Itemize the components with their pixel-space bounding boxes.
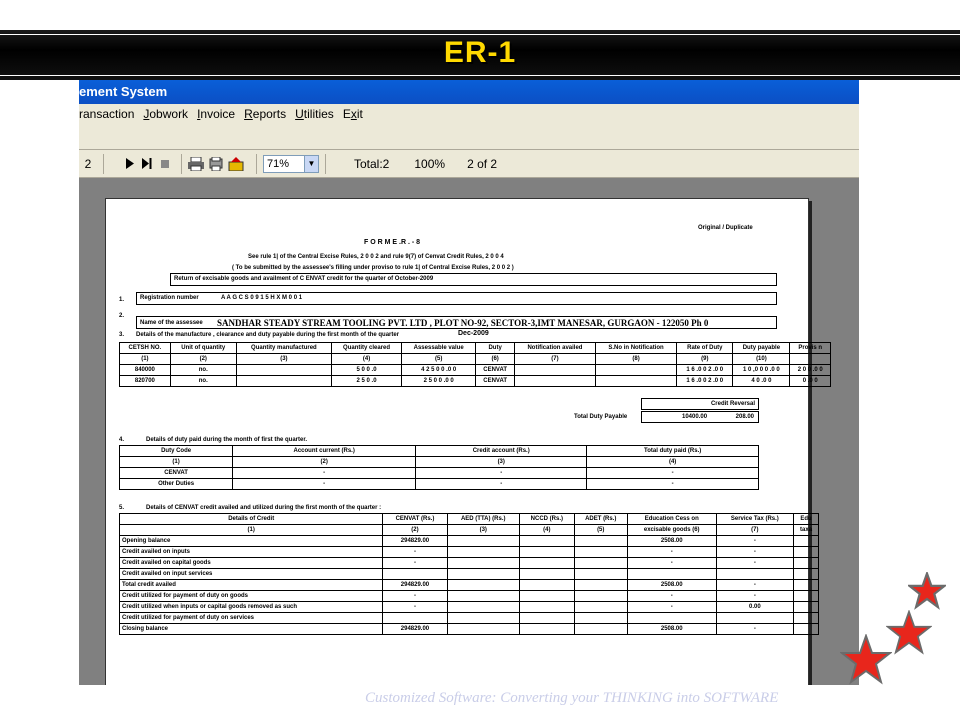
- total-duty-value: 10400.00: [682, 414, 708, 420]
- table-row: [120, 365, 831, 376]
- table-cell: 5 0 0 .0: [332, 365, 402, 376]
- table-cell: -: [233, 479, 416, 490]
- table-cell: [794, 613, 819, 624]
- table-cell: [574, 613, 627, 624]
- table-cell: 1 6 .0 0 2 .0 0: [677, 376, 733, 387]
- star-icon: [840, 634, 892, 686]
- menu-invoice[interactable]: Invoice: [197, 107, 236, 121]
- table-cell: [794, 591, 819, 602]
- table-cell: -: [383, 558, 447, 569]
- table-cell: -: [627, 558, 716, 569]
- table-cell: [520, 580, 575, 591]
- table-cell: [574, 547, 627, 558]
- separator: [181, 154, 182, 174]
- table-cell: [794, 624, 819, 635]
- table-cell: Total duty paid (Rs.): [587, 446, 759, 457]
- table-cell: 2508.00: [627, 580, 716, 591]
- table-cell: (8): [595, 354, 676, 365]
- table-row: [120, 613, 819, 624]
- table-cell: (1): [120, 354, 171, 365]
- table-cell: 294829.00: [383, 536, 447, 547]
- window-titlebar: [79, 80, 859, 104]
- separator: [325, 154, 326, 174]
- table-cell: [716, 569, 793, 580]
- table-row: [120, 602, 819, 613]
- table-cell: [574, 602, 627, 613]
- table-cell: [790, 354, 831, 365]
- table-cell: [627, 569, 716, 580]
- cenvat-credit-table: [119, 513, 819, 635]
- table-row: [120, 624, 819, 635]
- table-cell: Details of Credit: [120, 514, 383, 525]
- table-cell: 2 5 0 0 .0 0: [402, 376, 476, 387]
- table-cell: 2508.00: [627, 624, 716, 635]
- app-window: [79, 80, 859, 685]
- table-cell: Credit utilized for payment of duty on services: [120, 613, 383, 624]
- page-number-field[interactable]: 2: [84, 156, 92, 171]
- table-cell: -: [383, 547, 447, 558]
- table-cell: excisable goods (6): [627, 525, 716, 536]
- section-5-heading: Details of CENVAT credit availed and utilized during the first month of the quarter :: [146, 505, 382, 511]
- table-cell: Credit availed on input services: [120, 569, 383, 580]
- table-cell: Credit availed on inputs: [120, 547, 383, 558]
- table-cell: (2): [233, 457, 416, 468]
- credit-reversal-box: Credit Reversal: [641, 398, 759, 410]
- star-icon: [908, 572, 946, 610]
- table-cell: 2 0 0 .0 0: [790, 365, 831, 376]
- table-cell: (6): [476, 354, 515, 365]
- table-cell: Other Duties: [120, 479, 233, 490]
- total-label: Total:2: [354, 156, 390, 171]
- footer-tagline: Customized Software: Converting your THINKING into SOFTWARE: [365, 690, 779, 706]
- table-cell: Unit of quantity: [170, 343, 236, 354]
- menu-transaction[interactable]: ransaction: [79, 107, 135, 121]
- table-cell: (7): [716, 525, 793, 536]
- table-cell: [794, 558, 819, 569]
- table-cell: (4): [332, 354, 402, 365]
- table-cell: [447, 536, 520, 547]
- next-page-icon[interactable]: [126, 158, 135, 169]
- table-cell: -: [716, 624, 793, 635]
- table-cell: 0 .0 0: [790, 376, 831, 387]
- table-cell: Credit availed on capital goods: [120, 558, 383, 569]
- table-cell: [520, 591, 575, 602]
- table-cell: 1 0 ,0 0 0 .0 0: [733, 365, 790, 376]
- table-cell: (1): [120, 457, 233, 468]
- table-cell: [515, 376, 596, 387]
- table-cell: ADET (Rs.): [574, 514, 627, 525]
- table-cell: -: [416, 479, 587, 490]
- printer-setup-icon[interactable]: [208, 157, 224, 171]
- table-row: [120, 536, 819, 547]
- menu-utilities[interactable]: Utilities: [295, 107, 334, 121]
- table-cell: [595, 376, 676, 387]
- table-row: [120, 468, 759, 479]
- table-cell: [447, 547, 520, 558]
- table-cell: CENVAT: [120, 468, 233, 479]
- original-duplicate: Original / Duplicate: [698, 225, 753, 231]
- table-cell: (2): [383, 525, 447, 536]
- table-cell: [515, 365, 596, 376]
- table-number-row: [120, 354, 831, 365]
- menu-bar: [79, 104, 859, 126]
- last-page-icon[interactable]: [142, 158, 152, 169]
- total-duty-box: [641, 411, 759, 423]
- separator: [103, 154, 104, 174]
- table-cell: -: [383, 591, 447, 602]
- table-cell: Credit utilized when inputs or capital goods removed as such: [120, 602, 383, 613]
- print-icon[interactable]: [188, 157, 204, 171]
- table-cell: Total credit availed: [120, 580, 383, 591]
- table-cell: (7): [515, 354, 596, 365]
- section-number: 2.: [119, 313, 125, 319]
- table-cell: [520, 613, 575, 624]
- registration-box: [136, 292, 777, 305]
- table-cell: -: [587, 468, 759, 479]
- table-cell: (4): [587, 457, 759, 468]
- table-cell: (4): [520, 525, 575, 536]
- table-cell: -: [716, 558, 793, 569]
- table-cell: 4 0 .0 0: [733, 376, 790, 387]
- table-cell: 820700: [120, 376, 171, 387]
- table-cell: [574, 569, 627, 580]
- table-cell: S.No in Notification: [595, 343, 676, 354]
- stop-icon[interactable]: [161, 160, 169, 168]
- table-cell: CENVAT: [476, 376, 515, 387]
- table-cell: [383, 569, 447, 580]
- table-cell: (2): [170, 354, 236, 365]
- table-cell: [447, 591, 520, 602]
- table-cell: (5): [402, 354, 476, 365]
- table-cell: Notification availed: [515, 343, 596, 354]
- table-cell: [716, 613, 793, 624]
- table-cell: [794, 536, 819, 547]
- table-cell: Edu: [794, 514, 819, 525]
- table-cell: [794, 602, 819, 613]
- table-cell: 0.00: [716, 602, 793, 613]
- table-cell: -: [716, 591, 793, 602]
- table-row: [120, 376, 831, 387]
- table-header-row: [120, 343, 831, 354]
- table-cell: -: [416, 468, 587, 479]
- table-cell: [574, 536, 627, 547]
- table-cell: Credit account (Rs.): [416, 446, 587, 457]
- table-row: [120, 580, 819, 591]
- table-cell: -: [627, 547, 716, 558]
- table-row: [120, 569, 819, 580]
- section-3-heading: Details of the manufacture , clearance and duty payable during the first month of the quarter: [136, 332, 400, 338]
- table-cell: -: [627, 602, 716, 613]
- section-number: 4.: [119, 437, 125, 443]
- table-cell: [520, 624, 575, 635]
- table-cell: 4 2 5 0 0 .0 0: [402, 365, 476, 376]
- table-cell: Assessable value: [402, 343, 476, 354]
- table-cell: CENVAT: [476, 365, 515, 376]
- table-cell: (10): [733, 354, 790, 365]
- table-cell: 840000: [120, 365, 171, 376]
- table-cell: [447, 613, 520, 624]
- table-cell: Service Tax (Rs.): [716, 514, 793, 525]
- table-cell: Duty Code: [120, 446, 233, 457]
- toolbar-spacer: [79, 126, 859, 150]
- table-cell: [383, 613, 447, 624]
- table-cell: taxa: [794, 525, 819, 536]
- slide-title: ER-1: [443, 36, 517, 69]
- table-cell: [520, 536, 575, 547]
- menu-exit[interactable]: Exit: [342, 107, 363, 121]
- registration-number: A A G C S 0 9 1 5 H X M 0 0 1: [221, 295, 303, 301]
- percent-label: 100%: [414, 156, 446, 171]
- rule-line-1: See rule 1| of the Central Excise Rules, 2 0 0 2 and rule 9(7) of Cenvat Credit Rules, 2 0 0 4: [248, 254, 504, 260]
- rule-line-2: ( To be submitted by the assessee's filling under proviso to rule 1| of Central Excise Rules, 2 0 0 2 ): [232, 265, 514, 271]
- table-row: [120, 547, 819, 558]
- section-number: 3.: [119, 332, 125, 338]
- table-cell: (3): [447, 525, 520, 536]
- table-cell: (5): [574, 525, 627, 536]
- table-cell: [520, 569, 575, 580]
- table-cell: [520, 602, 575, 613]
- table-cell: [520, 558, 575, 569]
- export-icon[interactable]: [228, 157, 244, 171]
- table-cell: 294829.00: [383, 624, 447, 635]
- table-cell: CENVAT (Rs.): [383, 514, 447, 525]
- table-cell: Closing balance: [120, 624, 383, 635]
- table-cell: [574, 591, 627, 602]
- table-row: [120, 558, 819, 569]
- table-cell: -: [587, 479, 759, 490]
- assessee-name: SANDHAR STEADY STREAM TOOLING PVT. LTD , PLOT NO-92, SECTOR-3,IMT MANESAR, GURGAON - 122050 Ph 0: [217, 318, 709, 328]
- assessee-box: [136, 316, 777, 329]
- table-cell: no.: [170, 365, 236, 376]
- table-cell: Credit utilized for payment of duty on goods: [120, 591, 383, 602]
- manufacture-table: [119, 342, 831, 387]
- table-cell: [595, 365, 676, 376]
- table-row: [120, 479, 759, 490]
- table-cell: 2 5 0 .0: [332, 376, 402, 387]
- form-title: F O R M E .R . - 8: [364, 239, 421, 246]
- table-cell: NCCD (Rs.): [520, 514, 575, 525]
- registration-label: Registration number: [140, 295, 199, 301]
- section-number: 1.: [119, 297, 125, 303]
- table-cell: (1): [120, 525, 383, 536]
- table-cell: -: [627, 591, 716, 602]
- assessee-label: Name of the assessee: [140, 320, 203, 326]
- table-cell: [447, 558, 520, 569]
- table-cell: [794, 580, 819, 591]
- chevron-down-icon[interactable]: ▼: [304, 156, 318, 172]
- table-cell: [794, 547, 819, 558]
- table-cell: Rate of Duty: [677, 343, 733, 354]
- table-cell: (3): [416, 457, 587, 468]
- table-cell: Account current (Rs.): [233, 446, 416, 457]
- table-cell: [574, 558, 627, 569]
- section-4-heading: Details of duty paid during the month of first the quarter.: [146, 437, 308, 443]
- table-cell: [627, 613, 716, 624]
- menu-reports[interactable]: Reports: [244, 107, 287, 121]
- separator: [256, 154, 257, 174]
- total-duty-label: Total Duty Payable: [574, 414, 628, 420]
- table-cell: -: [383, 602, 447, 613]
- table-cell: [447, 602, 520, 613]
- table-cell: [236, 365, 331, 376]
- table-cell: [794, 569, 819, 580]
- section-number: 5.: [119, 505, 125, 511]
- zoom-value: 71%: [267, 157, 290, 170]
- table-cell: 2508.00: [627, 536, 716, 547]
- report-toolbar: [79, 150, 859, 178]
- page-of-label: 2 of 2: [467, 156, 498, 171]
- table-cell: [447, 580, 520, 591]
- table-cell: 1 6 .0 0 2 .0 0: [677, 365, 733, 376]
- table-cell: 294829.00: [383, 580, 447, 591]
- star-icon: [886, 610, 932, 656]
- table-cell: AED (TTA) (Rs.): [447, 514, 520, 525]
- section-3-month: Dec-2009: [458, 330, 489, 337]
- return-box: Return of excisable goods and availment of C ENVAT credit for the quarter of October-2009: [170, 273, 777, 286]
- report-page: [105, 198, 823, 685]
- table-cell: Opening balance: [120, 536, 383, 547]
- table-row: [120, 591, 819, 602]
- table-cell: [574, 580, 627, 591]
- table-cell: -: [233, 468, 416, 479]
- table-cell: -: [716, 536, 793, 547]
- table-cell: Education Cess on: [627, 514, 716, 525]
- zoom-select[interactable]: [263, 155, 319, 173]
- table-cell: -: [716, 580, 793, 591]
- table-cell: Duty payable: [733, 343, 790, 354]
- duty-paid-table: [119, 445, 759, 490]
- table-cell: [447, 624, 520, 635]
- total-duty-value: 208.00: [735, 414, 754, 420]
- table-cell: CETSH NO.: [120, 343, 171, 354]
- table-cell: Provis n: [790, 343, 831, 354]
- table-cell: (3): [236, 354, 331, 365]
- table-cell: (9): [677, 354, 733, 365]
- table-cell: [447, 569, 520, 580]
- table-cell: Duty: [476, 343, 515, 354]
- window-title: ement System: [79, 84, 168, 99]
- table-cell: Quantity manufactured: [236, 343, 331, 354]
- table-cell: no.: [170, 376, 236, 387]
- menu-jobwork[interactable]: Jobwork: [143, 107, 189, 121]
- table-cell: -: [716, 547, 793, 558]
- table-cell: [574, 624, 627, 635]
- table-cell: Quantity cleared: [332, 343, 402, 354]
- table-cell: [236, 376, 331, 387]
- table-cell: [520, 547, 575, 558]
